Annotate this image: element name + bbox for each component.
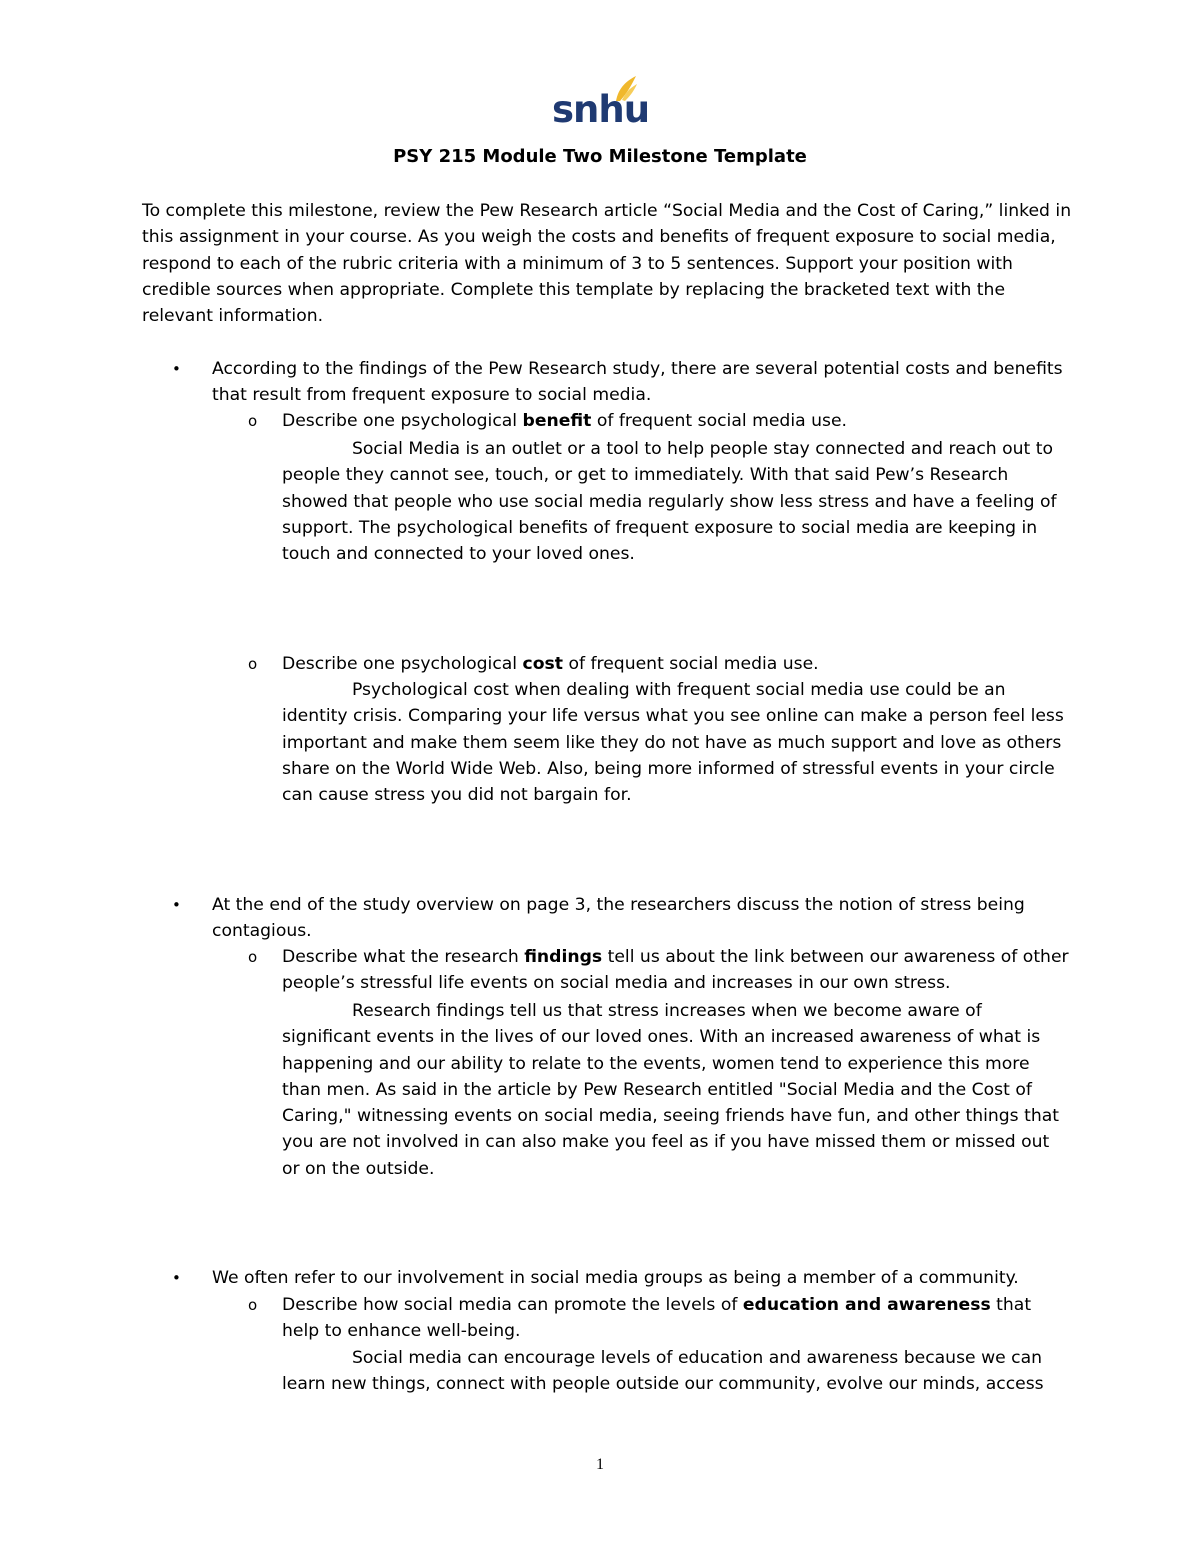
prompt-text: of frequent social media use. [591, 411, 847, 431]
document-title: PSY 215 Module Two Milestone Template [393, 146, 807, 167]
sub-bullet-marker: o [248, 948, 258, 966]
logo-wordmark: snhu [552, 88, 650, 131]
prompt-text: Describe how social media can promote the levels of [282, 1295, 743, 1315]
section-1-prompt-1 [282, 408, 1072, 434]
section-3-prompt-1 [282, 1292, 1072, 1345]
section-1-prompt-2 [282, 651, 1072, 677]
section-3-answer-1: Social media can encourage levels of education and awareness because we can learn new things, connect with people outside our community, evolve our minds, access [282, 1348, 1044, 1395]
section-1-bullet: According to the findings of the Pew Research study, there are several potential costs and benefits that result from frequent exposure to social media. [212, 359, 1063, 406]
bullet-marker: • [172, 360, 181, 378]
prompt-keyword: education and awareness [742, 1295, 991, 1315]
bullet-marker: • [172, 1269, 181, 1287]
sub-bullet-marker: o [248, 1296, 258, 1314]
prompt-keyword: benefit [522, 411, 592, 431]
prompt-keyword: findings [524, 947, 603, 967]
section-1-answer-2: Psychological cost when dealing with frequent social media use could be an identity crisis. Comparing your life versus what you see online can make a person feel less important and make them seem like they do not have as much support and love as others share on the World Wide Web. Also, being more informed of stressful events in your circle can cause stress you did not bargain for. [282, 680, 1064, 806]
sub-bullet-marker: o [248, 412, 258, 430]
prompt-text: tell us about the link between our awareness of other people’s stressful life events on social media and increases in our own stress. [282, 947, 1069, 994]
page-number: 1 [596, 1456, 604, 1473]
prompt-text: of frequent social media use. [563, 654, 819, 674]
prompt-text: that help to enhance well-being. [282, 1295, 1032, 1342]
prompt-text: Describe one psychological [282, 411, 523, 431]
section-1-answer-1: Social Media is an outlet or a tool to help people stay connected and reach out to people they cannot see, touch, or get to immediately. With that said Pew’s Research showed that people who use social media regularly show less stress and have a feeling of support. The psychological benefits of frequent exposure to social media are keeping in touch and connected to your loved ones. [282, 439, 1057, 565]
section-2-answer-1: Research findings tell us that stress increases when we become aware of significant events in the lives of our loved ones. With an increased awareness of what is happening and our ability to relate to the events, women tend to experience this more than men. As said in the article by Pew Research entitled "Social Media and the Cost of Caring," witnessing events on social media, seeing friends have fun, and other things that you are not involved in can also make you feel as if you have missed them or missed out or on the outside. [282, 1001, 1059, 1179]
snhu-logo [552, 74, 650, 132]
section-2-prompt-1 [282, 944, 1072, 997]
section-3-bullet: We often refer to our involvement in social media groups as being a member of a community. [212, 1268, 1019, 1288]
prompt-text: Describe what the research [282, 947, 525, 967]
section-2-bullet: At the end of the study overview on page 3, the researchers discuss the notion of stress being contagious. [212, 895, 1025, 942]
prompt-text: Describe one psychological [282, 654, 523, 674]
intro-paragraph: To complete this milestone, review the Pew Research article “Social Media and the Cost of Caring,” linked in this assignment in your course. As you weigh the costs and benefits of frequent exposure to social media, respond to each of the rubric criteria with a minimum of 3 to 5 sentences. Support your position with credible sources when appropriate. Complete this template by replacing the bracketed text with the relevant information. [142, 201, 1072, 327]
sub-bullet-marker: o [248, 655, 258, 673]
bullet-marker: • [172, 896, 181, 914]
prompt-keyword: cost [522, 654, 563, 674]
